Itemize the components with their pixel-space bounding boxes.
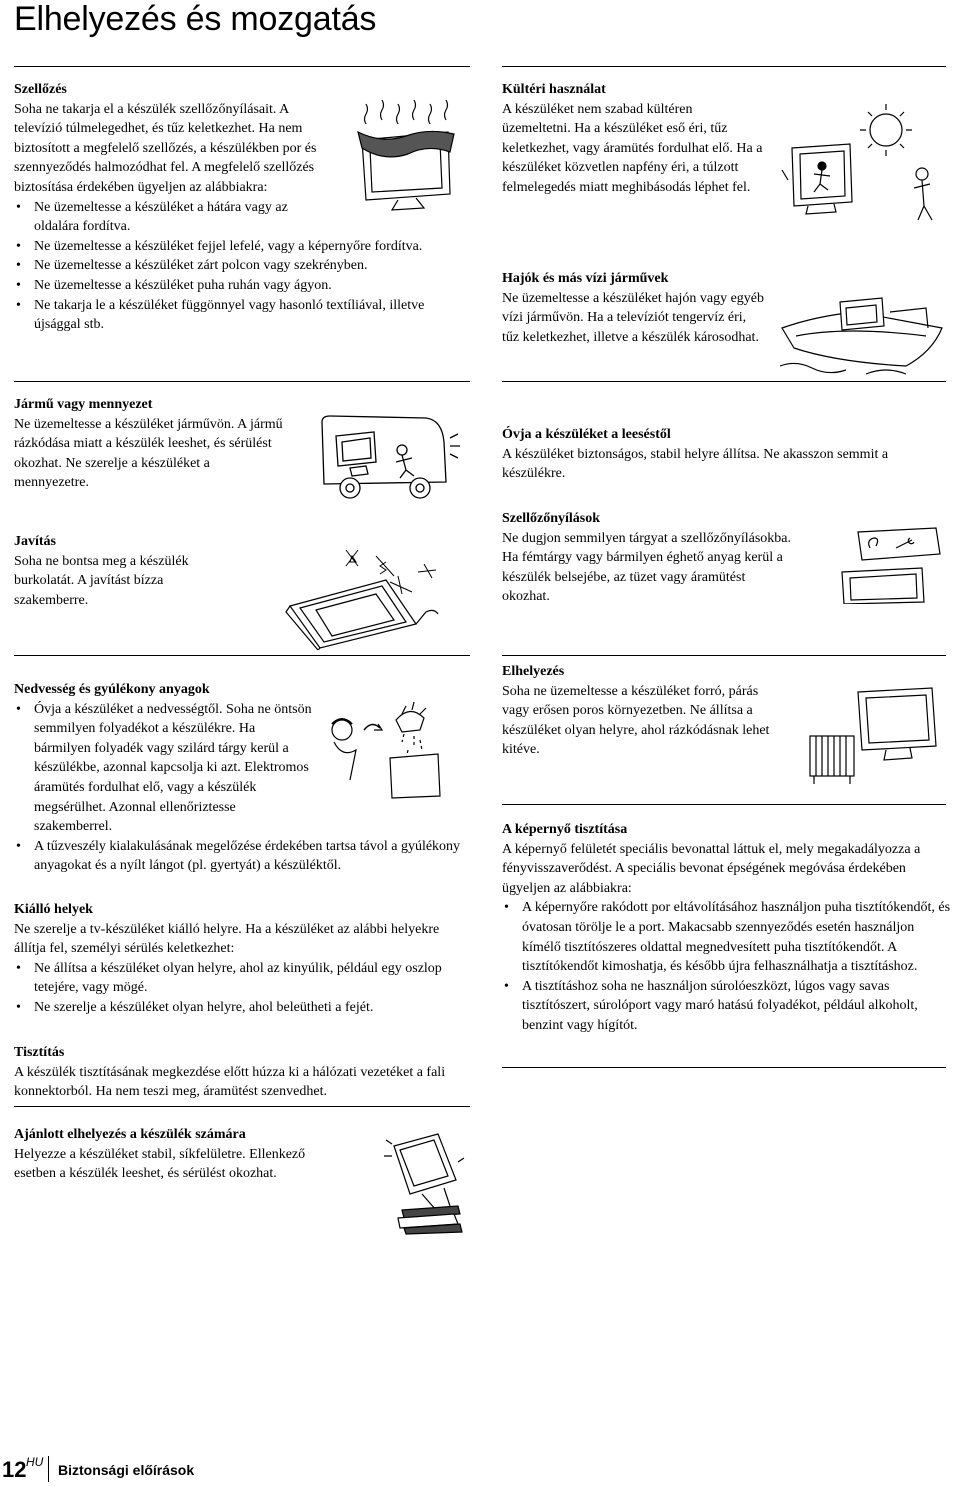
section-text: Ne üzemeltesse a készüléket járművön. A jármű rázkódása miatt a készülék leeshet, és sérülést okozhat. Ne szerelje a készüléket a mennyezetre. xyxy=(14,416,283,491)
divider xyxy=(14,655,470,656)
section-heading: Kültéri használat xyxy=(502,82,606,97)
section-text: Ne üzemeltesse a készüléket hajón vagy egyéb vízi járművön. Ha a televíziót tengervíz éri, tűz keletkezhet, illetve a készülék károsodhat. xyxy=(502,290,765,345)
divider xyxy=(14,381,470,382)
vents-section xyxy=(502,509,802,607)
repair-section xyxy=(14,532,234,610)
recommended-section xyxy=(14,1125,334,1184)
divider xyxy=(502,66,946,67)
section-heading: Hajók és más vízi járművek xyxy=(502,271,669,286)
divider xyxy=(14,66,470,67)
section-text: Helyezze a készüléket stabil, síkfelületre. Ellenkező esetben a készülék leeshet, és sérülést okozhat. xyxy=(14,1146,306,1182)
vent-objects-illustration xyxy=(836,524,946,604)
divider xyxy=(502,381,946,382)
list-item: • Ne takarja le a készüléket függönnyel vagy hasonló textíliával, illetve újsággal stb. xyxy=(14,296,454,335)
vehicle-section xyxy=(14,395,294,493)
section-text: A készüléket biztonságos, stabil helyre állítsa. Ne akasszon semmit a készülékre. xyxy=(502,446,889,482)
section-text: A készülék tisztításának megkezdése előtt húzza ki a hálózati vezetéket a fali konnektorból. Ha nem teszi meg, áramütést szenvedhet. xyxy=(14,1064,446,1100)
section-heading: Szellőzés xyxy=(14,82,67,97)
section-text: Ne dugjon semmilyen tárgyat a szellőzőnyílásokba. Ha fémtárgy vagy bármilyen éghető anyag kerül a készülék belsejébe, az tüzet vagy áramütést okozhat. xyxy=(502,530,792,605)
covered-tv-illustration xyxy=(352,96,460,216)
section-heading: Javítás xyxy=(14,534,56,549)
section-text: Ne szerelje a tv-készüléket kiálló helyre. Ha a készüléket az alábbi helyekre állítja fel, személyi sérülés keletkezhet: xyxy=(14,921,440,957)
placement-section xyxy=(502,662,792,760)
footer-separator xyxy=(48,1456,49,1482)
section-heading: A képernyő tisztítása xyxy=(502,822,628,837)
section-heading: Szellőzőnyílások xyxy=(502,511,601,526)
section-text: A képernyő felületét speciális bevonattal láttuk el, mely megakadályozza a fényvisszaverődést. A speciális bevonat épségének megóvása érdekében ügyeljen az alábbiakra: xyxy=(502,841,921,896)
sun-tv-illustration xyxy=(778,100,946,222)
falling-tv-illustration xyxy=(380,1128,472,1236)
list-item: • Ne szerelje a készüléket olyan helyre, ahol beleütheti a fejét. xyxy=(14,998,470,1018)
page-number: 12 xyxy=(2,1457,27,1482)
outdoor-section xyxy=(502,80,772,198)
bullet-list xyxy=(502,898,952,1035)
section-heading: Nedvesség és gyúlékony anyagok xyxy=(14,682,210,697)
locale-code: HU xyxy=(26,1455,44,1469)
boat-illustration xyxy=(776,286,948,378)
bullet-list xyxy=(14,959,470,1018)
radiator-tv-illustration xyxy=(792,684,944,794)
bullet-list xyxy=(14,198,454,335)
section-heading: Tisztítás xyxy=(14,1045,65,1060)
list-item: • A tisztításhoz soha ne használjon súrolóeszközt, lúgos vagy savas tisztítószert, súrolóport vagy maró hatású folyadékot, például alkoholt, benzint vagy hígítót. xyxy=(502,977,952,1036)
list-item: • A képernyőre rakódott por eltávolításához használjon puha tisztítókendőt, és óvatosan törölje le a port. Makacsabb szennyeződés esetén használjon kímélő tisztítószeres oldattal megnedvesített puha tisztítókendőt. A tisztítókendőt kimoshatja, és később újra felhasználhatja a tisztításhoz. xyxy=(502,898,952,976)
page-title: Elhelyezés és mozgatás xyxy=(14,0,377,38)
section-text: Soha ne takarja el a készülék szellőzőnyílásait. A televízió túlmelegedhet, és tűz keletkezhet. Ha nem biztosított a megfelelő szellőzés, a készülékben por és szennyeződés halmozódhat fel. A megfelelő szellőzés biztosítása érdekében ügyeljen az alábbiakra: xyxy=(14,101,317,195)
list-item: • Ne üzemeltesse a készüléket a hátára vagy az oldalára fordítva. xyxy=(14,198,326,237)
boats-section xyxy=(502,269,772,347)
list-item: • Ne üzemeltesse a készüléket zárt polcon vagy szekrényben. xyxy=(14,256,454,276)
section-heading: Ajánlott elhelyezés a készülék számára xyxy=(14,1127,246,1142)
list-item: • Ne állítsa a készüléket olyan helyre, ahol az kinyúlik, például egy oszlop tetejére, vagy mögé. xyxy=(14,959,470,998)
section-text: A készüléket nem szabad kültéren üzemeltetni. Ha a készüléket eső éri, tűz keletkezhet, vagy áramütés fordulhat elő. Ha a készüléket közvetlen napfény éri, a túlzott felmelegedés miatt meghibásodás léphet fel. xyxy=(502,101,763,195)
cleaning-section xyxy=(14,1043,470,1102)
divider xyxy=(502,804,946,805)
section-text: Soha ne bontsa meg a készülék burkolatát. A javítást bízza szakemberre. xyxy=(14,553,189,608)
section-heading: Jármű vagy mennyezet xyxy=(14,397,153,412)
divider xyxy=(502,655,946,656)
list-item: • A tűzveszély kialakulásának megelőzése érdekében tartsa távol a gyúlékony anyagokat és a nyílt lángot (pl. gyertyát) a készüléktől. xyxy=(14,837,470,876)
section-heading: Óvja a készüléket a leeséstől xyxy=(502,427,671,442)
falling-section xyxy=(502,425,946,484)
section-heading: Kiálló helyek xyxy=(14,902,93,917)
list-item: • Óvja a készüléket a nedvességtől. Soha ne öntsön semmilyen folyadékot a készülékre. Ha bármilyen folyadék vagy szilárd tárgy kerül a készülékbe, azonnal kapcsolja ki azt. Elektromos áramütés fordulhat elő, vagy a készülék megsérülhet. Azonnal ellenőriztesse szakemberrel. xyxy=(14,700,314,837)
page-footer xyxy=(0,1452,300,1486)
section-text: Soha ne üzemeltesse a készüléket forró, párás vagy erősen poros környezetben. Ne állítsa a készüléket olyan helyre, ahol rázkódásnak lehet kitéve. xyxy=(502,683,770,758)
divider xyxy=(14,1106,470,1107)
protruding-section xyxy=(14,900,470,1018)
caravan-illustration xyxy=(316,412,464,504)
section-heading: Elhelyezés xyxy=(502,664,565,679)
water-hazard-illustration xyxy=(320,700,460,800)
footer-section-title: Biztonsági előírások xyxy=(58,1462,195,1478)
opened-tv-illustration xyxy=(276,546,442,650)
screen-cleaning-section xyxy=(502,820,952,1036)
list-item: • Ne üzemeltesse a készüléket puha ruhán vagy ágyon. xyxy=(14,276,454,296)
divider xyxy=(502,1067,946,1068)
list-item: • Ne üzemeltesse a készüléket fejjel lefelé, vagy a képernyőre fordítva. xyxy=(14,237,454,257)
